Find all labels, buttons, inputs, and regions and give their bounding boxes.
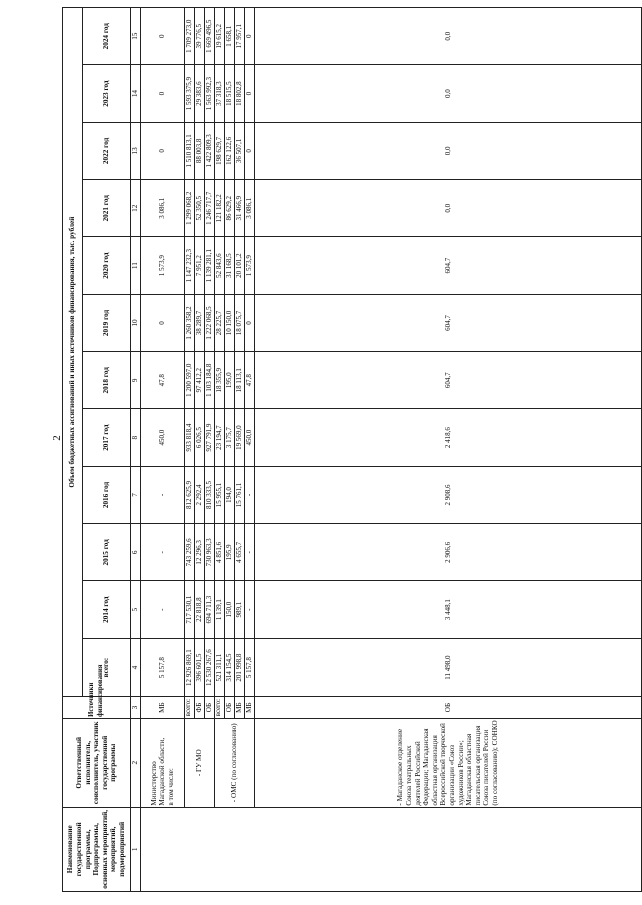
source-cell: МБ — [235, 697, 245, 719]
value-cell: 604,7 — [255, 352, 642, 409]
value-cell: 12 530 267,6 — [205, 638, 215, 696]
value-cell: 7 951,2 — [195, 237, 205, 294]
value-cell: 37 318,3 — [215, 65, 225, 122]
value-cell: 989,1 — [235, 581, 245, 638]
value-cell: 18 113,1 — [235, 352, 245, 409]
value-cell: 52 843,6 — [215, 237, 225, 294]
value-cell: 0 — [245, 122, 255, 179]
value-cell: 1 222 068,5 — [205, 294, 215, 351]
value-cell: 97 412,2 — [195, 352, 205, 409]
value-cell: 18 355,9 — [215, 352, 225, 409]
value-cell: 1 563 992,3 — [205, 65, 215, 122]
source-cell: ОБ — [225, 697, 235, 719]
value-cell: 1 200 597,0 — [185, 352, 195, 409]
value-cell: - — [141, 524, 185, 581]
value-cell: 195,9 — [225, 524, 235, 581]
value-cell: 162 122,6 — [225, 122, 235, 179]
value-cell: 717 530,1 — [185, 581, 195, 638]
value-cell: 198 629,7 — [215, 122, 225, 179]
value-cell: - — [141, 466, 185, 523]
col-number: 15 — [131, 8, 141, 65]
value-cell: 927 791,9 — [205, 409, 215, 466]
value-cell: 150,0 — [225, 581, 235, 638]
value-cell: 694 711,3 — [205, 581, 215, 638]
table-row — [141, 8, 185, 892]
table-row — [215, 8, 225, 892]
value-cell: 15 761,1 — [235, 466, 245, 523]
col-number: 14 — [131, 65, 141, 122]
program-cell — [141, 807, 642, 891]
value-cell: 18 515,5 — [225, 65, 235, 122]
col-number: 12 — [131, 180, 141, 237]
col-number: 9 — [131, 352, 141, 409]
col-number: 11 — [131, 237, 141, 294]
table-row — [185, 8, 195, 892]
value-cell: 31 466,9 — [235, 180, 245, 237]
col-number: 5 — [131, 581, 141, 638]
value-cell: 31 168,5 — [225, 237, 235, 294]
header-year: 2017 год — [83, 409, 131, 466]
gu-mo-name: - ГУ МО — [185, 718, 215, 807]
value-cell: 121 182,2 — [215, 180, 225, 237]
value-cell: 1 573,9 — [141, 237, 185, 294]
value-cell: 604,7 — [255, 294, 642, 351]
value-cell: 450,0 — [245, 409, 255, 466]
value-cell: 1 510 813,1 — [185, 122, 195, 179]
value-cell: 15 955,1 — [215, 466, 225, 523]
source-cell: всего: — [215, 697, 225, 719]
value-cell: 18 802,8 — [235, 65, 245, 122]
source-cell: всего: — [185, 697, 195, 719]
source-cell: МБ — [245, 697, 255, 719]
value-cell: 0 — [245, 8, 255, 65]
value-cell: 1 669 496,5 — [205, 8, 215, 65]
value-cell: 12 296,3 — [195, 524, 205, 581]
value-cell: 0 — [245, 65, 255, 122]
value-cell: 201 998,8 — [235, 638, 245, 696]
value-cell: 730 963,3 — [205, 524, 215, 581]
value-cell: 0 — [141, 122, 185, 179]
value-cell: 1 299 068,2 — [185, 180, 195, 237]
value-cell: 18 075,7 — [235, 294, 245, 351]
ministry-name: Министерство Магаданской области, в том числе: — [141, 718, 185, 807]
value-cell: 52 350,5 — [195, 180, 205, 237]
value-cell: 0 — [141, 65, 185, 122]
source-cell: ОБ — [205, 697, 215, 719]
value-cell: - — [245, 466, 255, 523]
col-number: 7 — [131, 466, 141, 523]
value-cell: 812 625,9 — [185, 466, 195, 523]
col-number: 10 — [131, 294, 141, 351]
value-cell: 23 194,7 — [215, 409, 225, 466]
col-number: 2 — [131, 718, 141, 807]
table-row — [255, 8, 642, 892]
value-cell: 20 101,2 — [235, 237, 245, 294]
header-year: 2019 год — [83, 294, 131, 351]
value-cell: 743 259,6 — [185, 524, 195, 581]
value-cell: 1 103 184,8 — [205, 352, 215, 409]
header-source: Источники финансирования — [63, 697, 131, 719]
value-cell: 12 926 869,1 — [185, 638, 195, 696]
value-cell: 2 292,4 — [195, 466, 205, 523]
col-number: 6 — [131, 524, 141, 581]
header-year: 2015 год — [83, 524, 131, 581]
value-cell: 39 776,5 — [195, 8, 205, 65]
value-cell: 4 851,6 — [215, 524, 225, 581]
value-cell: 28 225,7 — [215, 294, 225, 351]
col-number: 3 — [131, 697, 141, 719]
header-funding: Объем бюджетных ассигнований и иных источников финансирования, тыс. рублей — [63, 8, 83, 697]
value-cell: 2 908,6 — [255, 466, 642, 523]
value-cell: 1 422 809,3 — [205, 122, 215, 179]
value-cell: 1 139,1 — [215, 581, 225, 638]
value-cell: 10 150,0 — [225, 294, 235, 351]
value-cell: 1 709 273,0 — [185, 8, 195, 65]
value-cell: 86 629,2 — [225, 180, 235, 237]
value-cell: 450,0 — [141, 409, 185, 466]
header-program: Наименование государственной программы, Подпрограммы, основных мероприятий, мероприятий, подмероприятий — [63, 807, 131, 891]
header-year: 2023 год — [83, 65, 131, 122]
value-cell: 194,0 — [225, 466, 235, 523]
value-cell: - — [245, 524, 255, 581]
value-cell: 1 246 717,7 — [205, 180, 215, 237]
source-cell: ФБ — [195, 697, 205, 719]
value-cell: 810 333,5 — [205, 466, 215, 523]
value-cell: 88 003,8 — [195, 122, 205, 179]
value-cell: 0,0 — [255, 180, 642, 237]
value-cell: 22 818,8 — [195, 581, 205, 638]
header-year: 2022 год — [83, 122, 131, 179]
value-cell: 1 260 358,2 — [185, 294, 195, 351]
header-year: 2016 год — [83, 466, 131, 523]
value-cell: 0,0 — [255, 65, 642, 122]
value-cell: 396 601,5 — [195, 638, 205, 696]
value-cell: 3 175,7 — [225, 409, 235, 466]
value-cell: 29 383,6 — [195, 65, 205, 122]
value-cell: 1 147 232,3 — [185, 237, 195, 294]
col-number: 4 — [131, 638, 141, 696]
value-cell: 2 906,6 — [255, 524, 642, 581]
value-cell: 0,0 — [255, 8, 642, 65]
value-cell: 521 311,1 — [215, 638, 225, 696]
value-cell: 3 086,1 — [141, 180, 185, 237]
value-cell: 604,7 — [255, 237, 642, 294]
value-cell: 2 418,6 — [255, 409, 642, 466]
value-cell: 1 139 281,1 — [205, 237, 215, 294]
value-cell: 314 154,5 — [225, 638, 235, 696]
document-sheet — [62, 7, 642, 892]
header-year: 2014 год — [83, 581, 131, 638]
value-cell: 19 615,2 — [215, 8, 225, 65]
value-cell: 1 593 375,9 — [185, 65, 195, 122]
col-number: 8 — [131, 409, 141, 466]
value-cell: - — [245, 581, 255, 638]
header-year: 2021 год — [83, 180, 131, 237]
value-cell: 6 026,5 — [195, 409, 205, 466]
value-cell: 1 658,1 — [225, 8, 235, 65]
column-number-row — [131, 8, 141, 892]
source-cell: МБ — [141, 697, 185, 719]
header-executor: Ответственный исполнитель, соисполнитель, участник государственной программы — [63, 718, 131, 807]
value-cell: 17 957,1 — [235, 8, 245, 65]
value-cell: 3 448,1 — [255, 581, 642, 638]
value-cell: 3 086,1 — [245, 180, 255, 237]
source-cell: ОБ — [255, 697, 642, 719]
header-year: 2024 год — [83, 8, 131, 65]
value-cell: 933 818,4 — [185, 409, 195, 466]
value-cell: 0,0 — [255, 122, 642, 179]
page-number: 2 — [50, 435, 63, 441]
value-cell: 36 507,1 — [235, 122, 245, 179]
unions-name: - Магаданское отделение Союза театральных деятелей Российской Федерации; Магаданская областная организация Всероссийской творческой организации «Союз художников России»; Магаданская областная писательская организация Союза писателей России (по согласованию); СОНКО — [255, 718, 642, 807]
value-cell: 19 569,0 — [235, 409, 245, 466]
value-cell: 5 157,8 — [141, 638, 185, 696]
value-cell: 0 — [245, 294, 255, 351]
header-total: всего: — [83, 638, 131, 696]
value-cell: 5 157,8 — [245, 638, 255, 696]
value-cell: 0 — [141, 294, 185, 351]
value-cell: 195,0 — [225, 352, 235, 409]
value-cell: 38 289,7 — [195, 294, 205, 351]
value-cell: 4 655,7 — [235, 524, 245, 581]
omc-name: - ОМС (по согласованию) — [215, 718, 255, 807]
value-cell: 0 — [141, 8, 185, 65]
value-cell: - — [141, 581, 185, 638]
col-number: 13 — [131, 122, 141, 179]
value-cell: 47,8 — [141, 352, 185, 409]
including-label: в том числе: — [166, 768, 175, 806]
col-number: 1 — [131, 807, 141, 891]
value-cell: 11 498,0 — [255, 638, 642, 696]
value-cell: 1 573,9 — [245, 237, 255, 294]
header-year: 2020 год — [83, 237, 131, 294]
funding-table — [62, 7, 642, 892]
value-cell: 47,8 — [245, 352, 255, 409]
header-year: 2018 год — [83, 352, 131, 409]
